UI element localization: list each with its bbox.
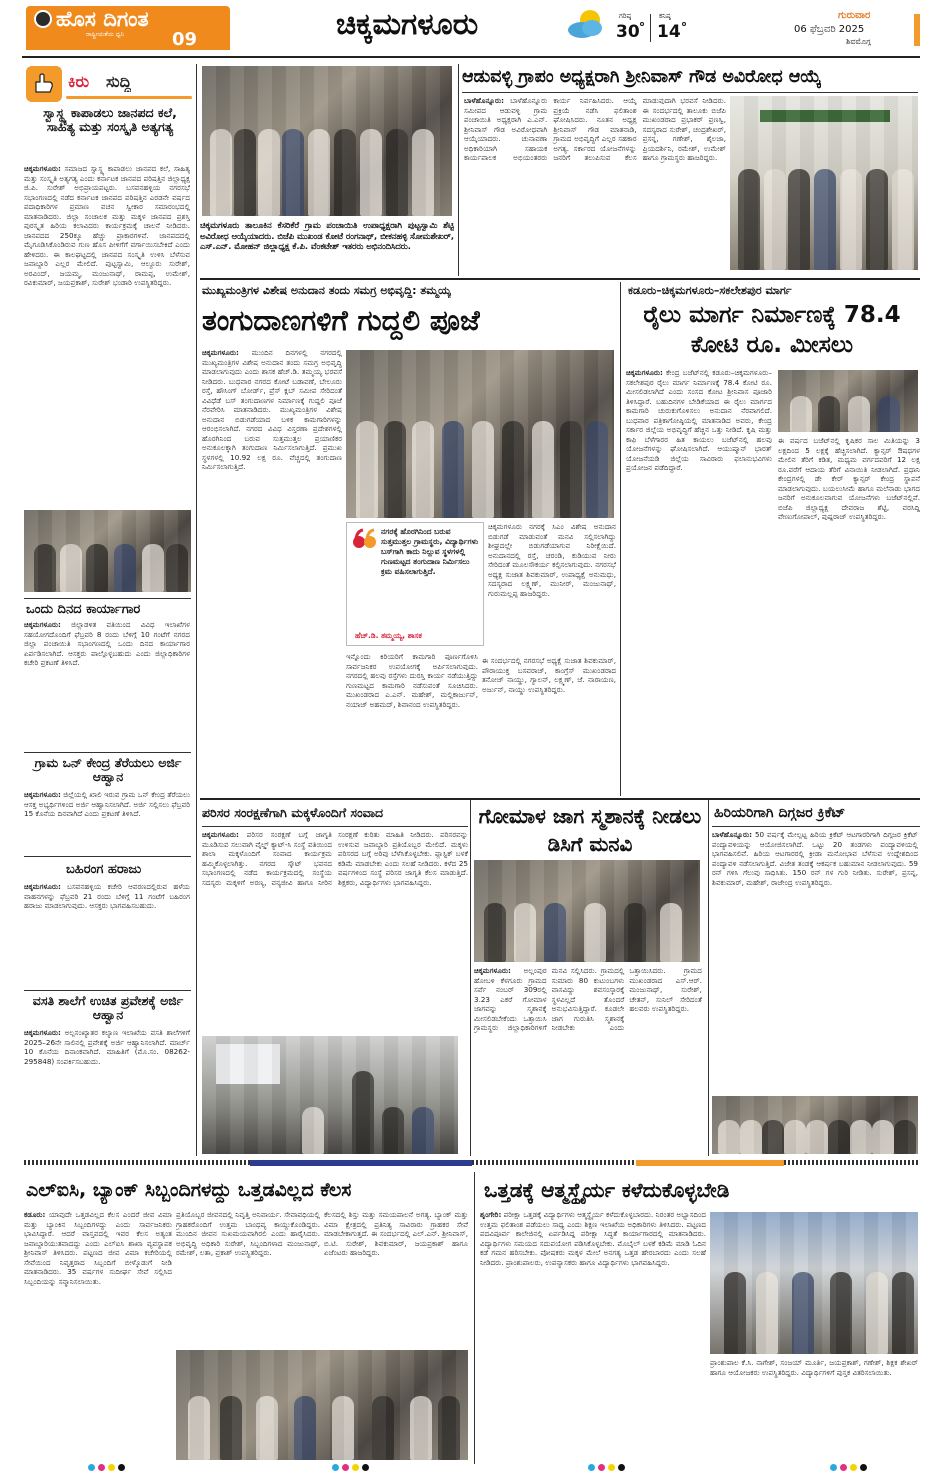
story-dateline: ಚಿಕ್ಕಮಗಳೂರು: (626, 368, 663, 377)
story-headline: ರೈಲು ಮಾರ್ಗ ನಿರ್ಮಾಣಕ್ಕೆ 78.4 ಕೋಟಿ ರೂ. ಮೀಸಲು (643, 302, 901, 358)
story-text: ಮುಂದಿನ ದಿನಗಳಲ್ಲಿ ನಗರದಲ್ಲಿ ಮುಖ್ಯಮಂತ್ರಿಗಳ ವಿಶೇಷ ಅನುದಾನ ತಂದು ಸಮಗ್ರ ಅಭಿವೃದ್ಧಿ ಮಾಡಲಾಗುವುದು ಎಂದು ಶಾಸಕ ಹೆಚ್.ಡಿ. ತಮ್ಮಯ್ಯ ಭರವಸೆ ನೀಡಿದರು. ಬುಧವಾರ ನಗರದ ಕೋಟೆ ಬಡಾವಣೆ, ಬೇಲೂರು ರಸ್ತೆ, ಹೌಸಿಂಗ್ ಬೋರ್ಡ್, ಪ್ರೆಸ್ ಕ್ಲಬ್ ಸಮೀಪ ಸೇರಿದಂತೆ ವಿವಿಧೆಡೆ ಬಸ್ ತಂಗುದಾಣಗಳ ನಿರ್ಮಾಣಕ್ಕೆ ಗುದ್ದಲಿ ಪೂಜೆ ನೆರವೇರಿಸಿ ಮಾತನಾಡಿದರು. ಮುಖ್ಯಮಂತ್ರಿಗಳ ವಿಶೇಷ ಅನುದಾನ ಬಿಡುಗಡೆಯಾದ ಬಳಿಕ ಕಾಮಗಾರಿಗಳನ್ನು ಆರಂಭಿಸಲಾಗಿದೆ. ನಗರದ ವಿವಿಧ ವಿಸ್ತರಣಾ ಪ್ರದೇಶಗಳಲ್ಲಿ ಹೊರಗಿನಿಂದ ಬರುವ ಸುತ್ತಮುತ್ತಲ ಪ್ರಯಾಣಿಕರ ಅನುಕೂಲಕ್ಕಾಗಿ ತಂಗುದಾಣ ನಿರ್ಮಿಸಲಾಗುತ್ತಿದೆ. ಪ್ರಮುಖ ಸ್ಥಳಗಳಲ್ಲಿ 10.92 ಲಕ್ಷ ರೂ. ವೆಚ್ಚದಲ್ಲಿ ತಂಗುದಾಣ ನಿರ್ಮಿಸಲಾಗುತ್ತಿದೆ. (202, 348, 342, 471)
story-photo (710, 1212, 918, 1354)
story-text: ಪರೀಕ್ಷಾ ಒತ್ತಡಕ್ಕೆ ವಿದ್ಯಾರ್ಥಿಗಳು ಆತ್ಮಸ್ಥೈರ್ಯ ಕಳೆದುಕೊಳ್ಳಬಾರದು. ನಿರಂತರ ಅಭ್ಯಾಸದಿಂದ ಉತ್ತಮ ಫಲಿತಾಂಶ ಪಡೆಯಲು ಸಾಧ್ಯ ಎಂದು ಶಿಕ್ಷಣ ಇಲಾಖೆಯ ಅಧಿಕಾರಿಗಳು ತಿಳಿಸಿದರು. ಪಟ್ಟಣದ ಪದವಿಪೂರ್ವ ಕಾಲೇಜಿನಲ್ಲಿ ಏರ್ಪಡಿಸಿದ್ದ ಪರೀಕ್ಷಾ ಸಿದ್ಧತೆ ಕಾರ್ಯಾಗಾರದಲ್ಲಿ ಮಾತನಾಡಿದರು. ವಿದ್ಯಾರ್ಥಿಗಳು ಸಮಯದ ಸದುಪಯೋಗ ಪಡಿಸಿಕೊಳ್ಳಬೇಕು. ಮೊಬೈಲ್ ಬಳಕೆ ಕಡಿಮೆ ಮಾಡಿ ಓದಿನ ಕಡೆ ಗಮನ ಹರಿಸಬೇಕು. ಪೋಷಕರು ಮಕ್ಕಳ ಮೇಲೆ ಅನಗತ್ಯ ಒತ್ತಡ ಹೇರಬಾರದು ಎಂದು ಸಲಹೆ ನೀಡಿದರು. ಪ್ರಾಂಶುಪಾಲರು, ಉಪನ್ಯಾಸಕರು ಹಾಗೂ ವಿದ್ಯಾರ್ಥಿಗಳು ಭಾಗವಹಿಸಿದ್ದರು. (480, 1210, 706, 1267)
brief-body (24, 1028, 190, 1148)
masthead-orange-tab (914, 14, 920, 46)
story-body (202, 830, 468, 1034)
brief-text: ಬಸವನಹಳ್ಳಿಯ ಕಚೇರಿ ಆವರಣದಲ್ಲಿರುವ ಹಳೆಯ ವಾಹನಗಳನ್ನು ಫೆಬ್ರವರಿ 21 ರಂದು ಬೆಳಿಗ್ಗೆ 11 ಗಂಟೆಗೆ ಬಹಿರಂಗ ಹರಾಜು ಮಾಡಲಾಗುವುದು. ಆಸಕ್ತರು ಭಾಗವಹಿಸಬಹುದು. (24, 882, 190, 910)
column-divider (620, 282, 621, 796)
column-divider (458, 64, 459, 276)
column-divider (474, 1172, 475, 1464)
story-headline: ಒತ್ತಡಕ್ಕೆ ಆತ್ಮಸ್ಥೈರ್ಯ ಕಳೆದುಕೊಳ್ಳಬೇಡಿ (484, 1178, 730, 1202)
story-body (474, 966, 702, 1156)
brief-dateline: ಚಿಕ್ಕಮಗಳೂರು: (24, 164, 61, 173)
story-headline: ಎಲ್‌ಐಸಿ, ಬ್ಯಾಂಕ್ ಸಿಬ್ಬಂದಿಗಳದ್ದು ಒತ್ತಡವಿಲ್ಲದ ಕೆಲಸ (26, 1179, 352, 1201)
max-temp: 30 (616, 22, 640, 42)
story-headline: ಹಿರಿಯರಿಗಾಗಿ ದಿಗ್ಗಜರ ಕ್ರಿಕೆಟ್ (714, 805, 846, 821)
issue-date: 06 ಫೆಬ್ರವರಿ 2025 (794, 24, 865, 35)
story-photo (730, 96, 918, 270)
column-divider (196, 64, 197, 1156)
story-body (626, 368, 772, 792)
story-text: ಚಿಕ್ಕಮಗಳೂರು ನಗರಕ್ಕೆ ಸಿಎಂ ವಿಶೇಷ ಅನುದಾನ ಬಿಡುಗಡೆ ಮಾಡುವಂತೆ ಮನವಿ ಸಲ್ಲಿಸಲಾಗಿದ್ದು ಶೀಘ್ರದಲ್ಲೇ ಬಿಡುಗಡೆಯಾಗುವ ನಿರೀಕ್ಷೆಯಿದೆ. ಅನುದಾನದಲ್ಲಿ ರಸ್ತೆ, ಚರಂಡಿ, ಕುಡಿಯುವ ನೀರು ಸೇರಿದಂತೆ ಮೂಲಸೌಕರ್ಯ ಕಲ್ಪಿಸಲಾಗುವುದು. ನಗರಸಭೆ ಅಧ್ಯಕ್ಷ ಸುಜಾತ ಶಿವಕುಮಾರ್, ಉಪಾಧ್ಯಕ್ಷೆ ಅನುಮಧು, ಸದಸ್ಯರಾದ ಲಕ್ಷ್ಮಣ್, ಮುನೀರ್, ಮಂಜುನಾಥ್, ಗುರುಮಲ್ಲಪ್ಪ ಹಾಜರಿದ್ದರು. (488, 522, 616, 598)
brief-headline: ವಸತಿ ಶಾಲೆಗೆ ಉಚಿತ ಪ್ರವೇಶಕ್ಕೆ ಅರ್ಜಿ ಆಹ್ವಾನ (32, 993, 184, 1023)
brief-headline: ಒಂದು ದಿನದ ಕಾರ್ಯಾಗಾರ (26, 602, 141, 617)
story-body (712, 830, 918, 1094)
story-photo (202, 1036, 458, 1154)
story-text: ಪ್ರಾಂಶುಪಾಲ ಕೆ.ಸಿ. ನಾಗೇಶ್, ಸಂಜಯ್ ಮೂರ್ತಿ, ಜಯಪ್ರಕಾಶ್, ಗಣೇಶ್, ಶಿಕ್ಷಕ ಶೇಖರ್ ಹಾಗೂ ಆಯೋಜಕರು ಉಪಸ್ಥಿತರಿದ್ದರು. ವಿದ್ಯಾರ್ಥಿಗಳಿಗೆ ಪುಸ್ತಕ ವಿತರಿಸಲಾಯಿತು. (710, 1358, 918, 1377)
pull-quote-text: ನಗರಕ್ಕೆ ಹೊರಗಿನಿಂದ ಬರುವ ಸುತ್ತಮುತ್ತಲ ಗ್ರಾಮಸ್ಥರು, ವಿದ್ಯಾರ್ಥಿಗಳು ಬಸ್‌ಗಾಗಿ ಕಾದು ನಿಲ್ಲುವ ಸ್ಥಳಗಳಲ್ಲಿ ಗುಣಮಟ್ಟದ ತಂಗುದಾಣ ನಿರ್ಮಿಸಲು ಕ್ರಮ ವಹಿಸಲಾಗುತ್ತಿದೆ. (381, 527, 479, 576)
brief-text: ಅಲ್ಪಸಂಖ್ಯಾತರ ಕಲ್ಯಾಣ ಇಲಾಖೆಯ ವಸತಿ ಶಾಲೆಗಳಿಗೆ 2025–26ನೇ ಸಾಲಿನಲ್ಲಿ ಪ್ರವೇಶಕ್ಕೆ ಅರ್ಜಿ ಆಹ್ವಾನಿಸಲಾಗಿದೆ. ಮಾರ್ಚ್ 10 ಕೊನೆಯ ದಿನಾಂಕವಾಗಿದೆ. ಮಾಹಿತಿಗೆ (ಮೊ.ಸಂ. 08262-295848) ಸಂಪರ್ಕಿಸಬಹುದು. (24, 1028, 190, 1066)
story-kicker: ಮುಖ್ಯಮಂತ್ರಿಗಳ ವಿಶೇಷ ಅನುದಾನ ತಂದು ಸಮಗ್ರ ಅಭಿವೃದ್ಧಿ: ತಮ್ಮಯ್ಯ (202, 284, 452, 297)
story-body (710, 1358, 918, 1462)
story-text: ಈ ವರ್ಷದ ಬಜೆಟ್‌ನಲ್ಲಿ ಕೃಷಿಕರ ಸಾಲ ಮಿತಿಯನ್ನು 3 ಲಕ್ಷದಿಂದ 5 ಲಕ್ಷಕ್ಕೆ ಹೆಚ್ಚಿಸಲಾಗಿದೆ. ಕ್ಯಾನ್ಸರ್ ಔಷಧಗಳ ಮೇಲಿನ ತೆರಿಗೆ ಕಡಿತ, ಮಧ್ಯಮ ವರ್ಗದವರಿಗೆ 12 ಲಕ್ಷ ರೂ.ವರೆಗೆ ಆದಾಯ ತೆರಿಗೆ ವಿನಾಯಿತಿ ನೀಡಲಾಗಿದೆ. ಪ್ರಧಾನಿ ಕೇಂದ್ರಗಳಲ್ಲಿ ಡೇ ಕೇರ್ ಕ್ಯಾನ್ಸರ್ ಕೇಂದ್ರ ಸ್ಥಾಪನೆ ಮಾಡಲಾಗುವುದು. ಬಯಲುಸೀಮೆ ಹಾಗೂ ಮಲೆನಾಡು ಭಾಗದ ಜನರಿಗೆ ಅನುಕೂಲವಾಗುವ ಯೋಜನೆಗಳು ಬಜೆಟ್‌ನಲ್ಲಿವೆ. ಬಿಜೆಪಿ ಜಿಲ್ಲಾಧ್ಯಕ್ಷ ದೇವರಾಜ ಶೆಟ್ಟಿ, ವರಸಿದ್ದಿ ವೇಣುಗೋಪಾಲ್, ಪುಷ್ಪರಾಜ್ ಉಪಸ್ಥಿತರಿದ್ದರು. (778, 436, 920, 521)
registration-marks (332, 1464, 369, 1471)
story-body (464, 96, 726, 272)
story-text: ಬಾಳೆಹೊನ್ನೂರು ಸಮೀಪದ ಆಡುವಳ್ಳಿ ಗ್ರಾಮ ಪಂಚಾಯಿತಿ ಅಧ್ಯಕ್ಷರಾಗಿ ಎ.ಎನ್. ಶ್ರೀನಿವಾಸ್ ಗೌಡ ಅವಿರೋಧವಾಗಿ ಆಯ್ಕೆಯಾದರು. ಚುನಾವಣಾ ಅಧಿಕಾರಿಯಾಗಿ ಸಹಾಯಕ ಕಾರ್ಯಪಾಲಕ ಅಭಿಯಂತರರು ಕಾರ್ಯ ನಿರ್ವಹಿಸಿದರು. ಆಯ್ಕೆ ಪ್ರಕ್ರಿಯೆ ನಡೆಸಿ ಫಲಿತಾಂಶ ಘೋಷಿಸಿದರು. ನೂತನ ಅಧ್ಯಕ್ಷ ಶ್ರೀನಿವಾಸ್ ಗೌಡ ಮಾತನಾಡಿ, ಗ್ರಾಮದ ಅಭಿವೃದ್ಧಿಗೆ ಎಲ್ಲರ ಸಹಕಾರ ಅಗತ್ಯ. ಸರ್ಕಾರದ ಯೋಜನೆಗಳನ್ನು ಜನರಿಗೆ ತಲುಪಿಸುವ ಕೆಲಸ ಮಾಡುವುದಾಗಿ ಭರವಸೆ ನೀಡಿದರು. ಈ ಸಂದರ್ಭದಲ್ಲಿ ತಾಲೂಕು ಬಿಜೆಪಿ ಮುಖಂಡರಾದ ಪ್ರಭಾಕರ್ ಪ್ರಣಸ್ವಿ, ಸದಸ್ಯರಾದ ಸುರೇಶ್, ಚಂದ್ರಶೇಖರ್, ಪ್ರಸನ್ನ, ಗಣೇಶ್, ಶೈಲಜಾ, ಪ್ರಿಯದರ್ಶಿನಿ, ರಮೇಶ್, ಉಮೇಶ್ ಹಾಗೂ ಗ್ರಾಮಸ್ಥರು ಹಾಜರಿದ್ದರು. (464, 96, 726, 162)
min-temp: 14 (657, 22, 681, 42)
brief-headline: ಸ್ವಾಸ್ಥ್ಯ ಕಾಪಾಡಲು ಜಾನಪದ ಕಲೆ, ಸಾಹಿತ್ಯ ಮತ್ತು ಸಂಸ್ಕೃತಿ ಅತ್ಯಗತ್ಯ (43, 105, 177, 135)
pointing-hand-icon (26, 66, 62, 102)
kirusuddi-label-a: ಕಿರು (68, 72, 90, 91)
bottom-band-orange (636, 1160, 784, 1166)
brief-photo (24, 510, 191, 592)
brief-text: ಜಿಲ್ಲೆಯಲ್ಲಿ ಖಾಲಿ ಇರುವ ಗ್ರಾಮ ಒನ್ ಕೇಂದ್ರ ತೆರೆಯಲು ಆಸಕ್ತ ಅಭ್ಯರ್ಥಿಗಳಿಂದ ಅರ್ಜಿ ಆಹ್ವಾನಿಸಲಾಗಿದೆ. ಅರ್ಜಿ ಸಲ್ಲಿಸಲು ಫೆಬ್ರವರಿ 15 ಕೊನೆಯ ದಿನವಾಗಿದೆ ಎಂದು ಪ್ರಕಟಣೆ ತಿಳಿಸಿದೆ. (24, 790, 190, 818)
registration-marks (588, 1464, 625, 1471)
story-photo (474, 860, 700, 962)
brief-body (24, 620, 190, 750)
story-text: ಅಲ್ಲಂಪುರ ಹೋಬಳಿ ಕೆಳಗೂರು ಗ್ರಾಮದ ಸರ್ವೆ ನಂಬರ್ 309ರಲ್ಲಿ 3.23 ಎಕರೆ ಗೋಮಾಳ ಜಾಗವನ್ನು ಸ್ಮಶಾನಕ್ಕೆ ಮೀಸಲಿಡಬೇಕೆಂದು ಒತ್ತಾಯಿಸಿ ಗ್ರಾಮಸ್ಥರು ಜಿಲ್ಲಾಧಿಕಾರಿಗಳಿಗೆ ಮನವಿ ಸಲ್ಲಿಸಿದರು. ಗ್ರಾಮದಲ್ಲಿ ಸುಮಾರು 80 ಕುಟುಂಬಗಳು ವಾಸವಿದ್ದು ಶವಸಂಸ್ಕಾರಕ್ಕೆ ಸ್ಥಳವಿಲ್ಲದೆ ತೊಂದರೆ ಅನುಭವಿಸುತ್ತಿದ್ದಾರೆ. ಕೂಡಲೇ ಜಾಗ ಗುರುತಿಸಿ ಸ್ಮಶಾನಕ್ಕೆ ನೀಡಬೇಕು ಎಂದು ಒತ್ತಾಯಿಸಿದರು. ಗ್ರಾಮದ ಮುಖಂಡರಾದ ಎಸ್.ಆರ್. ಮಂಜುನಾಥ್, ಸುರೇಶ್, ಚೇತನ್, ಸುನಿಲ್ ಸೇರಿದಂತೆ ಹಲವರು ಉಪಸ್ಥಿತರಿದ್ದರು. (474, 966, 702, 1032)
story-dateline: ಬಾಳೆಹೊನ್ನೂರು: (712, 830, 753, 839)
top-photo-caption: ಚಿಕ್ಕಮಗಳೂರು ತಾಲೂಕಿನ ಕೆಸರಿಕೆರೆ ಗ್ರಾಮ ಪಂಚಾಯಿತಿ ಉಪಾಧ್ಯಕ್ಷರಾಗಿ ಪುಟ್ಟಸ್ವಾಮಿ ಶೆಟ್ಟಿ ಅವಿರೋಧ ಆಯ್ಕೆಯಾದರು. ಬಿಜೆಪಿ ಮುಖಂಡ ಕೋಟೆ ರಂಗನಾಥ್, ಬೀಕನಹಳ್ಳಿ ಸೋಮಶೇಖರ್, ಎಸ್.ಎನ್. ಮೋಹನ್ ಜಿಲ್ಲಾಧ್ಯಕ್ಷ ಕೆ.ಪಿ. ವೆಂಕಟೇಶ್ ಇತರರು ಅಭಿನಂದಿಸಿದರು. (200, 220, 454, 252)
story-kicker: ಕಡೂರು–ಚಿಕ್ಕಮಗಳೂರು–ಸಕಲೇಶಪುರ ಮಾರ್ಗ (628, 284, 792, 297)
story-dateline: ಬಾಳೆಹೊನ್ನೂರು: (464, 96, 505, 105)
column-divider (708, 800, 709, 1156)
section-title: ಚಿಕ್ಕಮಗಳೂರು (336, 7, 479, 42)
headline-rule (202, 826, 468, 827)
brief-headline: ಗ್ರಾಮ ಒನ್ ಕೇಂದ್ರ ತೆರೆಯಲು ಅರ್ಜಿ ಆಹ್ವಾನ (34, 755, 182, 785)
story-body (202, 348, 342, 792)
brief-body (24, 882, 190, 986)
story-dateline: ಚಿಕ್ಕಮಗಳೂರು: (202, 830, 239, 839)
brief-divider (24, 856, 191, 857)
story-body (176, 1210, 320, 1346)
story-photo (712, 1096, 918, 1154)
masthead (0, 0, 945, 52)
logo-tagline: ರಾಷ್ಟ್ರೀಯತೆಯ ಧ್ವನಿ (86, 31, 124, 38)
story-headline: ಪರಿಸರ ಸಂರಕ್ಷಣೆಗಾಗಿ ಮಕ್ಕಳೊಂದಿಗೆ ಸಂವಾದ (202, 805, 384, 820)
story-text: ಪ್ರತಿಯೊಬ್ಬರ ಜೀವನದಲ್ಲಿ ನಿವೃತ್ತಿ ಅನಿವಾರ್ಯ. ಸೇವಾವಧಿಯಲ್ಲಿ ಗ್ರಾಹಕರೊಂದಿಗೆ ಉತ್ತಮ ಬಾಂಧವ್ಯ ಕಾಯ್ದುಕೊಂಡಿದ್ದರು. ಮುಂದಿನ ಜೀವನ ಸುಖಮಯವಾಗಿರಲಿ ಎಂದು ಹಾರೈಸಿದರು. ಅಭಿವೃದ್ಧಿ ಅಧಿಕಾರಿ ಸುರೇಶ್, ಸಿಬ್ಬಂದಿಗಳಾದ ಮಂಜುನಾಥ್, ರಮೇಶ್, ಲತಾ, ಪ್ರಕಾಶ್ ಉಪಸ್ಥಿತರಿದ್ದರು. (176, 1210, 320, 1257)
max-temp-label: ಗರಿಷ್ಠ (619, 12, 632, 20)
story-dateline: ಚಿಕ್ಕಮಗಳೂರು: (202, 348, 239, 357)
story-body (778, 436, 920, 792)
story-body (346, 652, 478, 792)
story-body (488, 522, 616, 652)
story-text: ಯಾವುದೇ ಒತ್ತಡವಿಲ್ಲದ ಕೆಲಸ ಎಂದರೆ ಜೀವ ವಿಮಾ ಮತ್ತು ಬ್ಯಾಂಕಿನ ಸಿಬ್ಬಂದಿಗಳದ್ದು ಎಂದು ಸಾರ್ವಜನಿಕರು ಭಾವಿಸಿದ್ದಾರೆ. ಆದರೆ ವಾಸ್ತವದಲ್ಲಿ ಇವರ ಕೆಲಸ ಅತ್ಯಂತ ಜವಾಬ್ದಾರಿಯುತವಾದದ್ದು ಎಂದು ಎಲ್‌ಐಸಿ ಶಾಖಾ ವ್ಯವಸ್ಥಾಪಕ ಶ್ರೀನಿವಾಸ್ ತಿಳಿಸಿದರು. ಪಟ್ಟಣದ ಜೀವ ವಿಮಾ ಕಚೇರಿಯಲ್ಲಿ ಸೇವೆಯಿಂದ ನಿವೃತ್ತರಾದ ಸಿಬ್ಬಂದಿಗೆ ಬೀಳ್ಕೊಡುಗೆ ನೀಡಿ ಮಾತನಾಡಿದರು. 35 ವರ್ಷಗಳ ಸುದೀರ್ಘ ಸೇವೆ ಸಲ್ಲಿಸಿದ ಸಿಬ್ಬಂದಿಯನ್ನು ಸನ್ಮಾನಿಸಲಾಯಿತು. (24, 1210, 172, 1286)
registration-marks (830, 1464, 867, 1471)
brief-dateline: ಚಿಕ್ಕಮಗಳೂರು: (24, 1028, 61, 1037)
bottom-band-left (24, 1160, 250, 1165)
issue-edition: ಶಿವಮೊಗ್ಗ (846, 37, 871, 46)
page-number: 09 (172, 30, 198, 50)
story-headline: ತಂಗುದಾಣಗಳಿಗೆ ಗುದ್ದಲಿ ಪೂಜೆ (202, 304, 480, 337)
logo-text: ಹೊಸ ದಿಗಂತ (56, 7, 149, 31)
story-dateline: ಕಡೂರು: (24, 1210, 46, 1219)
story-text: ಈ ಸಂದರ್ಭದಲ್ಲಿ ನಗರಸಭೆ ಅಧ್ಯಕ್ಷೆ ಸುಜಾತ ಶಿವಕುಮಾರ್, ಪೌರಾಯುಕ್ತ ಬಸವರಾಜ್, ಕಾಂಗ್ರೆಸ್ ಮುಖಂಡರಾದ ತನೋಜ್ ನಾಯ್ಡು, ಗ್ಯಾಲನ್, ಲಕ್ಷ್ಮಣ್, ಜೆ. ನಾರಾಯಣ, ಅರ್ಜುನ್, ನಾಯ್ಡು ಉಪಸ್ಥಿತರಿದ್ದರು. (482, 656, 616, 694)
story-body (480, 1210, 706, 1460)
story-body (324, 1210, 468, 1346)
kirusuddi-badge (26, 66, 62, 102)
headline-rule (462, 92, 918, 93)
temp-divider (650, 14, 651, 42)
headline-rule (712, 826, 920, 827)
story-text: ಕೇಂದ್ರ ಬಜೆಟ್‌ನಲ್ಲಿ ಕಡೂರು–ಚಿಕ್ಕಮಗಳೂರು–ಸಕಲೇಶಪುರ ರೈಲು ಮಾರ್ಗ ನಿರ್ಮಾಣಕ್ಕೆ 78.4 ಕೋಟಿ ರೂ. ಮೀಸಲಿಡಲಾಗಿದೆ ಎಂದು ಸಂಸದ ಕೋಟ ಶ್ರೀನಿವಾಸ ಪೂಜಾರಿ ತಿಳಿಸಿದ್ದಾರೆ. ಬಹುದಿನಗಳ ಬೇಡಿಕೆಯಾದ ಈ ರೈಲು ಮಾರ್ಗದ ಕಾಮಗಾರಿ ಚುರುಕುಗೊಳಿಸಲು ಅನುದಾನ ನೆರವಾಗಲಿದೆ. ಬುಧವಾರ ಪತ್ರಿಕಾಗೋಷ್ಠಿಯಲ್ಲಿ ಮಾತನಾಡಿದ ಅವರು, ಕೇಂದ್ರ ಸರ್ಕಾರ ಜಿಲ್ಲೆಯ ಅಭಿವೃದ್ಧಿಗೆ ಹೆಚ್ಚಿನ ಒತ್ತು ನೀಡಿದೆ. ಕೃಷಿ ಮತ್ತು ಕಾಫಿ ಬೆಳೆಗಾರರ ಹಿತ ಕಾಯಲು ಬಜೆಟ್‌ನಲ್ಲಿ ಹಲವು ಯೋಜನೆಗಳನ್ನು ಘೋಷಿಸಲಾಗಿದೆ. ಆಯುಷ್ಮಾನ್ ಭಾರತ್ ಯೋಜನೆಯಡಿ ಜಿಲ್ಲೆಯ ಸಾವಿರಾರು ಫಲಾನುಭವಿಗಳು ಪ್ರಯೋಜನ ಪಡೆದಿದ್ದಾರೆ. (626, 368, 772, 472)
degree-sign (640, 22, 644, 26)
logo-flame-icon (34, 10, 52, 28)
story-headline: ಗೋಮಾಳ ಜಾಗ ಸ್ಮಶಾನಕ್ಕೆ ನೀಡಲು ಡಿಸಿಗೆ ಮನವಿ (478, 804, 702, 856)
top-photo (202, 66, 452, 216)
weather-sun-cloud-icon (566, 6, 610, 42)
brief-dateline: ಚಿಕ್ಕಮಗಳೂರು: (24, 620, 61, 629)
pull-quote-box (346, 522, 484, 646)
kirusuddi-underline (66, 96, 192, 99)
brief-divider (24, 990, 191, 991)
brief-divider (24, 752, 191, 753)
brief-headline: ಬಹಿರಂಗ ಹರಾಜು (66, 862, 142, 877)
story-photo (346, 350, 614, 518)
story-text: 50 ವರ್ಷಕ್ಕೆ ಮೇಲ್ಪಟ್ಟ ಹಿರಿಯ ಕ್ರಿಕೆಟ್ ಆಟಗಾರರಿಗಾಗಿ ದಿಗ್ಗಜರ ಕ್ರಿಕೆಟ್ ಪಂದ್ಯಾವಳಿಯನ್ನು ಆಯೋಜಿಸಲಾಗಿದೆ. ಒಟ್ಟು 20 ತಂಡಗಳು ಪಂದ್ಯಾವಳಿಯಲ್ಲಿ ಭಾಗವಹಿಸಲಿವೆ. ಹಿರಿಯ ಆಟಗಾರರಲ್ಲಿ ಕ್ರೀಡಾ ಮನೋಭಾವ ಬೆಳೆಸುವ ಉದ್ದೇಶದಿಂದ ಪಂದ್ಯಾವಳಿ ನಡೆಸಲಾಗುತ್ತಿದೆ. ವಿಜೇತ ತಂಡಕ್ಕೆ ಆಕರ್ಷಕ ಬಹುಮಾನ ನೀಡಲಾಗುವುದು. 59 ರನ್ ಗಳಿಸಿ ಗೆಲುವು ಸಾಧಿಸಿತು. 150 ರನ್ ಗಳ ಗುರಿ ನೀಡಿತು. ಸುರೇಶ್, ಪ್ರಸನ್ನ, ಶಿವಕುಮಾರ್, ಮಹೇಶ್, ರಾಜೇಂದ್ರ ಉಪಸ್ಥಿತರಿದ್ದರು. (712, 830, 918, 887)
story-text: ಪರಿಸರ ಸಂರಕ್ಷಣೆ ಬಗ್ಗೆ ಜಾಗೃತಿ ಮೂಡಿಸುವ ಸಲುವಾಗಿ ವೈಲ್ಡ್ ಕ್ಯಾಟ್-ಸಿ ಸಂಸ್ಥೆ ವತಿಯಿಂದ ಶಾಲಾ ಮಕ್ಕಳೊಂದಿಗೆ ಸಂವಾದ ಕಾರ್ಯಕ್ರಮ ಹಮ್ಮಿಕೊಳ್ಳಲಾಗಿತ್ತು. ನಗರದ ಸ್ಕೌಟ್ ಭವನದ ಸಭಾಂಗಣದಲ್ಲಿ ನಡೆದ ಕಾರ್ಯಕ್ರಮದಲ್ಲಿ ಸಂಸ್ಥೆಯ ಸದಸ್ಯರು ಮಕ್ಕಳಿಗೆ ಅರಣ್ಯ, ವನ್ಯಜೀವಿ ಹಾಗೂ ನೀರಿನ ಸಂರಕ್ಷಣೆ ಕುರಿತು ಮಾಹಿತಿ ನೀಡಿದರು. ಪರಿಸರವನ್ನು ಉಳಿಸುವ ಜವಾಬ್ದಾರಿ ಪ್ರತಿಯೊಬ್ಬರ ಮೇಲಿದೆ. ಮಕ್ಕಳು ಪರಿಸರದ ಬಗ್ಗೆ ಅರಿವು ಬೆಳೆಸಿಕೊಳ್ಳಬೇಕು. ಪ್ಲಾಸ್ಟಿಕ್ ಬಳಕೆ ಕಡಿಮೆ ಮಾಡಬೇಕು ಎಂದು ಸಲಹೆ ನೀಡಿದರು. ಕಳೆದ 25 ವರ್ಷಗಳಿಂದ ಸಂಸ್ಥೆ ಪರಿಸರ ಜಾಗೃತಿ ಕೆಲಸ ಮಾಡುತ್ತಿದೆ. ಶಿಕ್ಷಕರು, ವಿದ್ಯಾರ್ಥಿಗಳು ಭಾಗವಹಿಸಿದ್ದರು. (202, 830, 468, 887)
degree-sign (682, 22, 686, 26)
brief-text: ಜಿಲ್ಲಾಡಳಿತ ವತಿಯಿಂದ ವಿವಿಧ ಇಲಾಖೆಗಳ ಸಹಯೋಗದೊಂದಿಗೆ ಫೆಬ್ರವರಿ 8 ರಂದು ಬೆಳಿಗ್ಗೆ 10 ಗಂಟೆಗೆ ನಗರದ ಜಿಲ್ಲಾ ಪಂಚಾಯಿತಿ ಸಭಾಂಗಣದಲ್ಲಿ ಒಂದು ದಿನದ ಕಾರ್ಯಾಗಾರ ಏರ್ಪಡಿಸಲಾಗಿದೆ. ಆಸಕ್ತರು ಪಾಲ್ಗೊಳ್ಳಬಹುದು ಎಂದು ಜಿಲ್ಲಾಧಿಕಾರಿಗಳ ಕಚೇರಿ ಪ್ರಕಟಣೆ ತಿಳಿಸಿದೆ. (24, 620, 190, 667)
story-photo (176, 1350, 468, 1460)
registration-marks (88, 1464, 125, 1471)
brief-dateline: ಚಿಕ್ಕಮಗಳೂರು: (24, 790, 61, 799)
bottom-band-mid (472, 1160, 636, 1165)
section-rule (200, 278, 920, 280)
brief-body (24, 790, 190, 852)
bottom-band-blue (250, 1160, 472, 1166)
brief-text: ಸಮಾಜದ ಸ್ವಾಸ್ಥ್ಯ ಕಾಪಾಡಲು ಜಾನಪದ ಕಲೆ, ಸಾಹಿತ್ಯ ಮತ್ತು ಸಂಸ್ಕೃತಿ ಅತ್ಯಗತ್ಯ ಎಂದು ಕರ್ನಾಟಕ ಜಾನಪದ ಪರಿಷತ್ತಿನ ಜಿಲ್ಲಾಧ್ಯಕ್ಷ ಜಿ.ಪಿ. ಸುರೇಶ್ ಅಭಿಪ್ರಾಯಪಟ್ಟರು. ಬಸವನಹಳ್ಳಿಯ ನಗರಸಭೆ ಸಭಾಂಗಣದಲ್ಲಿ ನಡೆದ ಕರ್ನಾಟಕ ಜಾನಪದ ಪರಿಷತ್ತಿನ ಎರಡನೇ ವರ್ಷದ ಪದಾಧಿಕಾರಿಗಳ ಪ್ರಮಾಣ ವಚನ ಸ್ವೀಕಾರ ಸಮಾರಂಭದಲ್ಲಿ ಮಾತನಾಡಿದರು. ಜಿಲ್ಲಾ ಸಂಚಾಲಕ ಮತ್ತು ಮಕ್ಕಳ ಜಾನಪದ ಪ್ರಶಸ್ತಿ ಪುರಸ್ಕೃತ ಹಿರಿಯ ಕಲಾವಿದರು ಕಾರ್ಯಕ್ರಮಕ್ಕೆ ಚಾಲನೆ ನೀಡಿದರು. ಜಾನಪದದ 250ಕ್ಕೂ ಹೆಚ್ಚು ಪ್ರಾಕಾರಗಳಿವೆ. ಜಾನಪದದಲ್ಲಿ ಮೈಗೂಡಿಸಿಕೊಂಡಿರುವ ಗುಣ ಹೊಸ ಪೀಳಿಗೆಗೆ ವರ್ಗಾಯಿಸಬೇಕಿದೆ ಎಂದು ಹೇಳಿದರು. ಈ ಕಾಲಘಟ್ಟದಲ್ಲಿ ಜಾನಪದ ಸಂಸ್ಕೃತಿ ಉಳಿಸಿ ಬೆಳೆಸುವ ಜವಾಬ್ದಾರಿ ಎಲ್ಲರ ಮೇಲಿದೆ. ಪುಟ್ಟಸ್ವಾಮಿ, ಆಲ್ದೂರು ಸುರೇಶ್, ಅರವಿಂದ್, ಜಯಮ್ಮ, ಮಂಜುನಾಥ್, ರಾಮಪ್ಪ, ಉಮೇಶ್, ರವಿಕುಮಾರ್, ಜಯಪ್ರಕಾಶ್, ಸುರೇಶ್ ಭಂಡಾರಿ ಉಪಸ್ಥಿತರಿದ್ದರು. (24, 164, 190, 287)
section-rule (200, 798, 920, 800)
story-dateline: ಚಿಕ್ಕಮಗಳೂರು: (474, 966, 511, 975)
bottom-band-right (784, 1160, 920, 1165)
story-body (24, 1210, 172, 1460)
story-photo (778, 370, 918, 432)
column-divider (470, 800, 471, 1156)
brief-body (24, 164, 190, 504)
quote-icon (351, 527, 377, 553)
issue-day: ಗುರುವಾರ (838, 10, 871, 21)
brief-divider (24, 598, 191, 599)
brief-dateline: ಚಿಕ್ಕಮಗಳೂರು: (24, 882, 61, 891)
story-dateline: ಶೃಂಗೇರಿ: (480, 1210, 502, 1219)
story-body (482, 656, 616, 792)
min-temp-label: ಕನಿಷ್ಠ (659, 12, 671, 20)
masthead-rule (22, 56, 920, 58)
story-headline: ಆಡುವಳ್ಳಿ ಗ್ರಾಪಂ ಅಧ್ಯಕ್ಷರಾಗಿ ಶ್ರೀನಿವಾಸ್ ಗೌಡ ಅವಿರೋಧ ಆಯ್ಕೆ (462, 67, 822, 87)
story-text: ಇನ್ನೊಂದು ಕಿರಿಯರಿಗೆ ಕಾಮಗಾರಿ ಪೂರ್ಣಗೊಳಿಸಿ ಸಾರ್ವಜನಿಕರ ಉಪಯೋಗಕ್ಕೆ ಅರ್ಪಿಸಲಾಗುವುದು. ನಗರದಲ್ಲಿ ಹಲವು ರಸ್ತೆಗಳು ದುರಸ್ತಿ ಕಾರ್ಯ ನಡೆಯುತ್ತಿದ್ದು ಗುಣಮಟ್ಟದ ಕಾಮಗಾರಿ ನಡೆಸುವಂತೆ ಸೂಚಿಸಿದರು. ಮುಖಂಡರಾದ ಎ.ಎನ್. ಮಹೇಶ್, ಮಲ್ಲಿಕಾರ್ಜುನ್, ನಯಾಜ್ ಅಹಮದ್, ಶಿವಾನಂದ ಉಪಸ್ಥಿತರಿದ್ದರು. (346, 652, 478, 709)
pull-quote-byline: ಹೆಚ್.ಡಿ. ತಮ್ಮಯ್ಯ, ಶಾಸಕ (355, 631, 422, 640)
kirusuddi-label-b: ಸುದ್ದಿ (106, 72, 132, 91)
story-text: ಕೆಲಸದಲ್ಲಿ ಶಿಸ್ತು ಮತ್ತು ಸಮಯಪಾಲನೆ ಅಗತ್ಯ. ಬ್ಯಾಂಕ್ ಮತ್ತು ವಿಮಾ ಕ್ಷೇತ್ರದಲ್ಲಿ ಪ್ರತಿನಿತ್ಯ ಸಾವಿರಾರು ಗ್ರಾಹಕರ ಸೇವೆ ಮಾಡಬೇಕಾಗುತ್ತದೆ. ಈ ಸಂದರ್ಭದಲ್ಲಿ ಎಲ್.ಎನ್. ಶ್ರೀನಿವಾಸ್, ಬಿ.ಟಿ. ಸುರೇಶ್, ಶಿವಕುಮಾರ್, ಜಯಪ್ರಕಾಶ್ ಹಾಗೂ ಏಜೆಂಟರು ಹಾಜರಿದ್ದರು. (324, 1210, 468, 1257)
